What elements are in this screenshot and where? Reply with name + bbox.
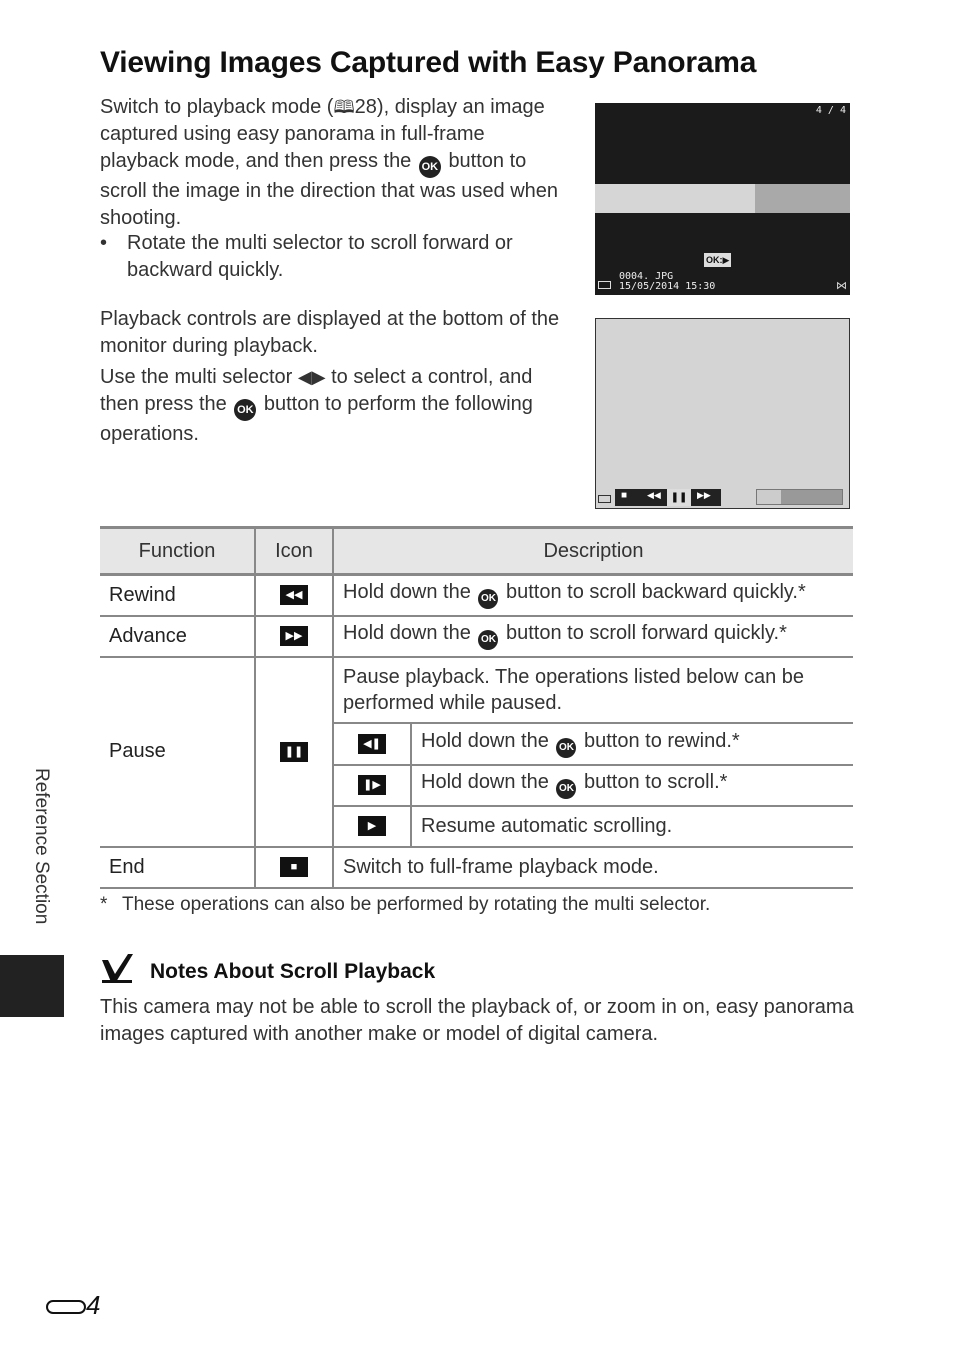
ok-button-icon: OK: [419, 156, 441, 178]
ok-button-icon: OK: [234, 399, 256, 421]
play-icon: ▶: [358, 816, 386, 836]
playback-operations-table: [100, 526, 853, 889]
table-row: [100, 657, 853, 723]
desc-text-b: button to scroll.*: [584, 771, 728, 793]
advance-icon: ▶▶: [280, 626, 308, 646]
icon-cell: [255, 575, 333, 616]
frame-advance-icon: ❚▶: [358, 775, 386, 795]
panorama-mode-icon: ⋈: [836, 280, 847, 292]
stop-icon: ■: [280, 857, 308, 877]
side-section-label: Reference Section: [31, 768, 52, 925]
desc-text-a: Hold down the: [343, 581, 471, 604]
battery-icon: [598, 281, 611, 289]
ok-play-hint: OK:▶: [706, 255, 730, 265]
image-counter: 4 / 4: [815, 105, 846, 116]
header-icon: Icon: [255, 528, 333, 575]
table-row: [100, 847, 853, 888]
end-control-icon: ■: [621, 490, 628, 501]
p3-text-a: Use the multi selector: [100, 366, 293, 388]
playback-controls-paragraph: Playback controls are displayed at the bottom of the monitor during playback.: [100, 308, 560, 357]
capture-datetime: 15/05/2014 15:30: [619, 281, 716, 292]
bullet-text: Rotate the multi selector to scroll forward or backward quickly.: [127, 232, 513, 281]
function-advance: Advance: [100, 616, 255, 657]
desc-text-b: button to rewind.*: [584, 729, 740, 752]
description-pause-rewind: [411, 723, 853, 765]
ok-button-icon: OK: [478, 630, 498, 650]
desc-text-a: Hold down the: [343, 622, 471, 644]
desc-text-a: Hold down the: [421, 771, 549, 793]
header-description: Description: [333, 528, 853, 575]
advance-control-icon: ▶▶: [697, 490, 711, 500]
desc-text-b: button to scroll backward quickly.*: [506, 581, 806, 604]
file-name: 0004. JPG: [619, 271, 674, 282]
intro-paragraph: [100, 94, 560, 232]
ok-hint-label: OK: [706, 255, 720, 265]
reference-section-icon: [46, 1300, 86, 1314]
footnote-mark: *: [100, 894, 108, 915]
desc-text-b: button to scroll forward quickly.*: [506, 622, 787, 644]
sub-icon-cell: [333, 806, 411, 847]
sub-icon-cell: [333, 723, 411, 765]
description-pause-resume: Resume automatic scrolling.: [411, 806, 853, 847]
description-advance: [333, 616, 853, 657]
scroll-position-bar: [756, 489, 843, 505]
page-title: Viewing Images Captured with Easy Panorama: [100, 46, 757, 79]
icon-cell: [255, 616, 333, 657]
description-rewind: [333, 575, 853, 616]
icon-cell: [255, 657, 333, 847]
left-right-arrows-icon: ◀▶: [297, 367, 326, 387]
battery-icon: [598, 495, 611, 503]
function-end: End: [100, 847, 255, 888]
rewind-control-icon: ◀◀: [647, 490, 661, 500]
playback-controls-bar: [615, 489, 721, 506]
intro-text-a: Switch to playback mode (: [100, 96, 334, 118]
ok-button-icon: OK: [478, 589, 498, 609]
camera-screen-full-frame: [595, 103, 850, 295]
ok-button-icon: OK: [556, 779, 576, 799]
pause-control-icon: ❚❚: [667, 489, 691, 506]
notes-heading: Notes About Scroll Playback: [150, 960, 436, 983]
description-pause: Pause playback. The operations listed below can be performed while paused.: [333, 657, 853, 723]
page-number: [46, 1290, 100, 1321]
scroll-position-indicator: [757, 490, 781, 504]
pause-icon: ❚❚: [280, 742, 308, 762]
function-rewind: Rewind: [100, 575, 255, 616]
description-pause-scroll: [411, 765, 853, 806]
panorama-strip-dark: [755, 184, 850, 213]
table-row: [100, 616, 853, 657]
header-function: Function: [100, 528, 255, 575]
p3-text-c: button to perform the following operations.: [100, 393, 533, 445]
camera-screen-scroll-playback: [595, 318, 850, 509]
panorama-strip-light: [595, 184, 755, 213]
section-tab-marker: [0, 955, 64, 1017]
footnote-text: These operations can also be performed by rotating the multi selector.: [122, 894, 711, 915]
ok-button-icon: OK: [556, 738, 576, 758]
icon-cell: [255, 847, 333, 888]
sub-icon-cell: [333, 765, 411, 806]
page-number-value: 4: [86, 1290, 101, 1320]
rewind-icon: ◀◀: [280, 585, 308, 605]
description-end: Switch to full-frame playback mode.: [333, 847, 853, 888]
intro-text-c: button to scroll the image in the direction that was used when shooting.: [100, 150, 559, 229]
play-icon: ▶: [722, 255, 730, 265]
frame-rewind-icon: ◀❚: [358, 734, 386, 754]
p3-text-b: to select a control, and then press the: [100, 366, 533, 415]
function-pause: Pause: [100, 657, 255, 847]
table-header-row: [100, 528, 853, 575]
notes-text: This camera may not be able to scroll the playback of, or zoom in on, easy panorama images captured with another make or model of digital camera.: [100, 996, 854, 1045]
table-row: [100, 575, 853, 616]
book-reference-icon: 🕮: [333, 97, 355, 118]
multi-selector-paragraph: [100, 364, 560, 448]
checkmark-note-icon: [100, 952, 134, 984]
intro-text-b: 28), display an image captured using easy panorama in full-frame playback mode, and then press the: [100, 96, 545, 172]
bullet-dot: •: [100, 232, 108, 254]
desc-text-a: Hold down the: [421, 729, 549, 752]
